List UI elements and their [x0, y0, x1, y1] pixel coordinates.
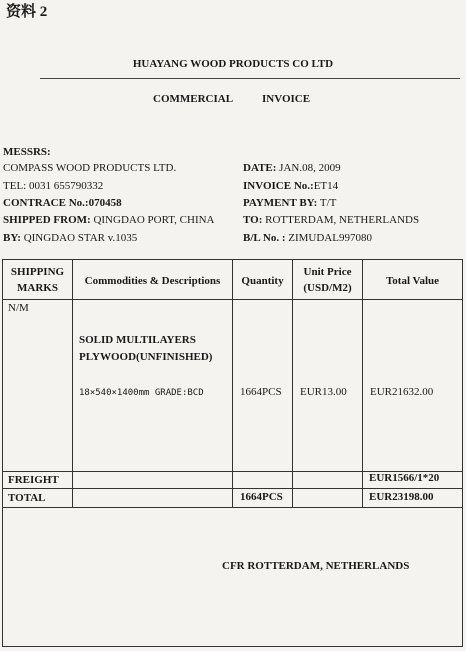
header-commodities: Commodities & Descriptions — [84, 275, 221, 287]
bl-number: B/L No. : ZIMUDAL997080 — [243, 232, 372, 244]
header-total-value: Total Value — [385, 275, 440, 287]
contract-number: CONTRACE No.:070458 — [3, 197, 122, 209]
commodity-spec: 18×540×1400mm GRADE:BCD — [79, 388, 204, 398]
shipping-marks-value: N/M — [8, 302, 29, 314]
invoice-number: INVOICE No.:ET14 — [243, 180, 339, 192]
payment-terms: PAYMENT BY: T/T — [243, 197, 337, 209]
header-quantity: Quantity — [241, 275, 284, 287]
quantity-value: 1664PCS — [240, 386, 282, 398]
header-shipping-marks: SHIPPING MARKS — [10, 266, 65, 294]
shipped-from: SHIPPED FROM: QINGDAO PORT, CHINA — [3, 214, 215, 226]
header-rule — [40, 78, 460, 79]
invoice-date: DATE: JAN.08, 2009 — [243, 162, 341, 174]
freight-label: FREIGHT — [8, 474, 59, 486]
messrs-label: MESSRS: — [3, 146, 51, 158]
header-unit-price: Unit Price (USD/M2) — [303, 266, 352, 294]
commodity-name-line1: SOLID MULTILAYERS — [79, 334, 196, 346]
total-quantity: 1664PCS — [240, 491, 283, 503]
total-label: TOTAL — [8, 492, 46, 504]
commodity-name-line2: PLYWOOD(UNFINISHED) — [79, 351, 213, 363]
total-value: EUR21632.00 — [370, 386, 434, 398]
invoice-title-invoice: INVOICE — [262, 93, 311, 105]
invoice-title-commercial: COMMERCIAL — [153, 93, 234, 105]
freight-value: EUR1566/1*20 — [369, 472, 440, 484]
vessel: BY: QINGDAO STAR v.1035 — [3, 232, 138, 244]
destination: TO: ROTTERDAM, NETHERLANDS — [243, 214, 420, 226]
company-name: HUAYANG WOOD PRODUCTS CO LTD — [132, 58, 334, 70]
grand-total: EUR23198.00 — [369, 491, 434, 503]
unit-price-value: EUR13.00 — [300, 386, 347, 398]
delivery-terms: CFR ROTTERDAM, NETHERLANDS — [222, 560, 410, 572]
document-label: 资料 2 — [6, 4, 48, 20]
buyer-tel: TEL: 0031 655790332 — [3, 180, 104, 192]
buyer-name: COMPASS WOOD PRODUCTS LTD. — [3, 162, 177, 174]
